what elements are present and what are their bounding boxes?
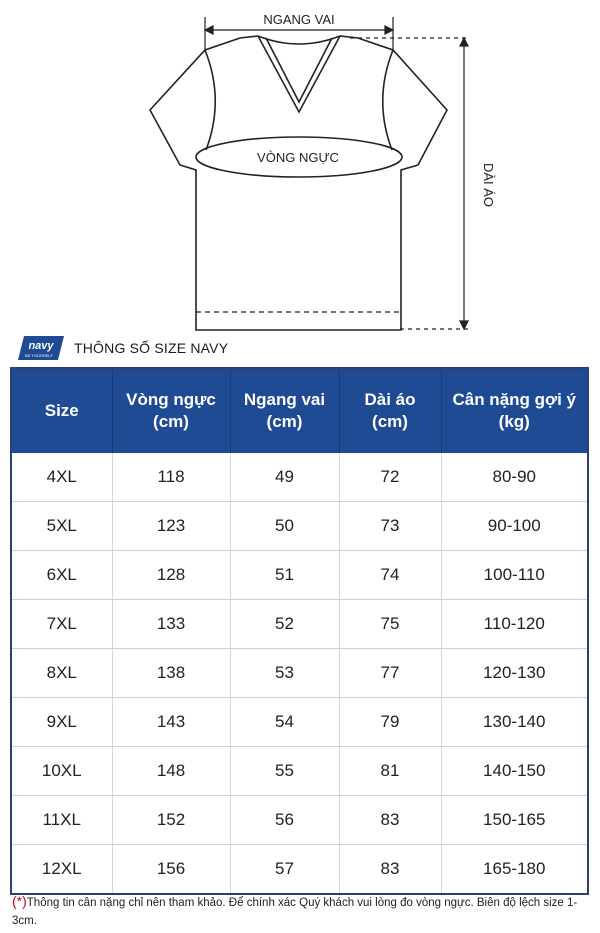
navy-logo (18, 335, 64, 361)
cell-shoulder: 51 (230, 551, 339, 600)
size-table (10, 367, 589, 895)
page-title: THÔNG SỐ SIZE NAVY (74, 340, 229, 356)
table-row (11, 796, 588, 845)
header-chest: Vòng ngực (cm) (112, 368, 230, 453)
table-row (11, 747, 588, 796)
cell-weight: 130-140 (441, 698, 588, 747)
cell-length: 75 (339, 600, 441, 649)
cell-shoulder: 55 (230, 747, 339, 796)
logo-text: navy (28, 340, 54, 352)
cell-size: 12XL (11, 845, 112, 895)
cell-weight: 110-120 (441, 600, 588, 649)
footnote-marker: (*) (12, 893, 27, 909)
cell-chest: 123 (112, 502, 230, 551)
table-row (11, 600, 588, 649)
cell-chest: 143 (112, 698, 230, 747)
cell-size: 5XL (11, 502, 112, 551)
cell-shoulder: 52 (230, 600, 339, 649)
cell-size: 11XL (11, 796, 112, 845)
cell-size: 7XL (11, 600, 112, 649)
length-measure (350, 38, 470, 329)
shoulder-label: NGANG VAI (263, 12, 335, 27)
cell-shoulder: 57 (230, 845, 339, 895)
cell-size: 6XL (11, 551, 112, 600)
cell-length: 77 (339, 649, 441, 698)
cell-weight: 90-100 (441, 502, 588, 551)
tshirt-diagram (0, 0, 600, 335)
cell-length: 81 (339, 747, 441, 796)
cell-weight: 150-165 (441, 796, 588, 845)
brand-heading (18, 333, 228, 363)
table-row (11, 845, 588, 895)
table-header-row (11, 368, 588, 453)
header-weight: Cân nặng gợi ý (kg) (441, 368, 588, 453)
tshirt-outline (150, 36, 447, 330)
cell-length: 72 (339, 453, 441, 502)
cell-shoulder: 49 (230, 453, 339, 502)
cell-chest: 133 (112, 600, 230, 649)
header-shoulder: Ngang vai (cm) (230, 368, 339, 453)
cell-length: 79 (339, 698, 441, 747)
table-row (11, 502, 588, 551)
cell-weight: 100-110 (441, 551, 588, 600)
cell-chest: 152 (112, 796, 230, 845)
cell-weight: 165-180 (483, 859, 546, 878)
cell-chest: 156 (112, 845, 230, 895)
cell-length: 83 (339, 796, 441, 845)
cell-length: 73 (339, 502, 441, 551)
cell-shoulder: 53 (230, 649, 339, 698)
table-row (11, 453, 588, 502)
header-size: Size (11, 368, 112, 453)
cell-size: 9XL (11, 698, 112, 747)
cell-chest: 148 (112, 747, 230, 796)
footnote-text: Thông tin cân nặng chỉ nên tham khảo. Để chính xác Quý khách vui lòng đo vòng ngực. Biên độ lệch size 1-3cm. (12, 897, 578, 927)
cell-shoulder: 50 (230, 502, 339, 551)
length-label: DÀI ÁO (481, 162, 496, 208)
cell-shoulder: 56 (230, 796, 339, 845)
cell-size: 4XL (11, 453, 112, 502)
cell-length: 74 (339, 551, 441, 600)
table-row (11, 698, 588, 747)
cell-weight: 140-150 (441, 747, 588, 796)
cell-length: 83 (339, 845, 441, 895)
cell-chest: 128 (112, 551, 230, 600)
cell-size: 8XL (11, 649, 112, 698)
chest-label: VÒNG NGỰC (257, 150, 339, 165)
cell-shoulder: 54 (230, 698, 339, 747)
cell-chest: 118 (112, 453, 230, 502)
cell-weight: 120-130 (441, 649, 588, 698)
footnote (12, 892, 592, 930)
cell-chest: 138 (112, 649, 230, 698)
table-row (11, 551, 588, 600)
cell-size: 10XL (11, 747, 112, 796)
table-row (11, 649, 588, 698)
cell-weight: 80-90 (441, 453, 588, 502)
header-length: Dài áo (cm) (339, 368, 441, 453)
logo-tagline: BE YOURSELF (25, 353, 53, 358)
